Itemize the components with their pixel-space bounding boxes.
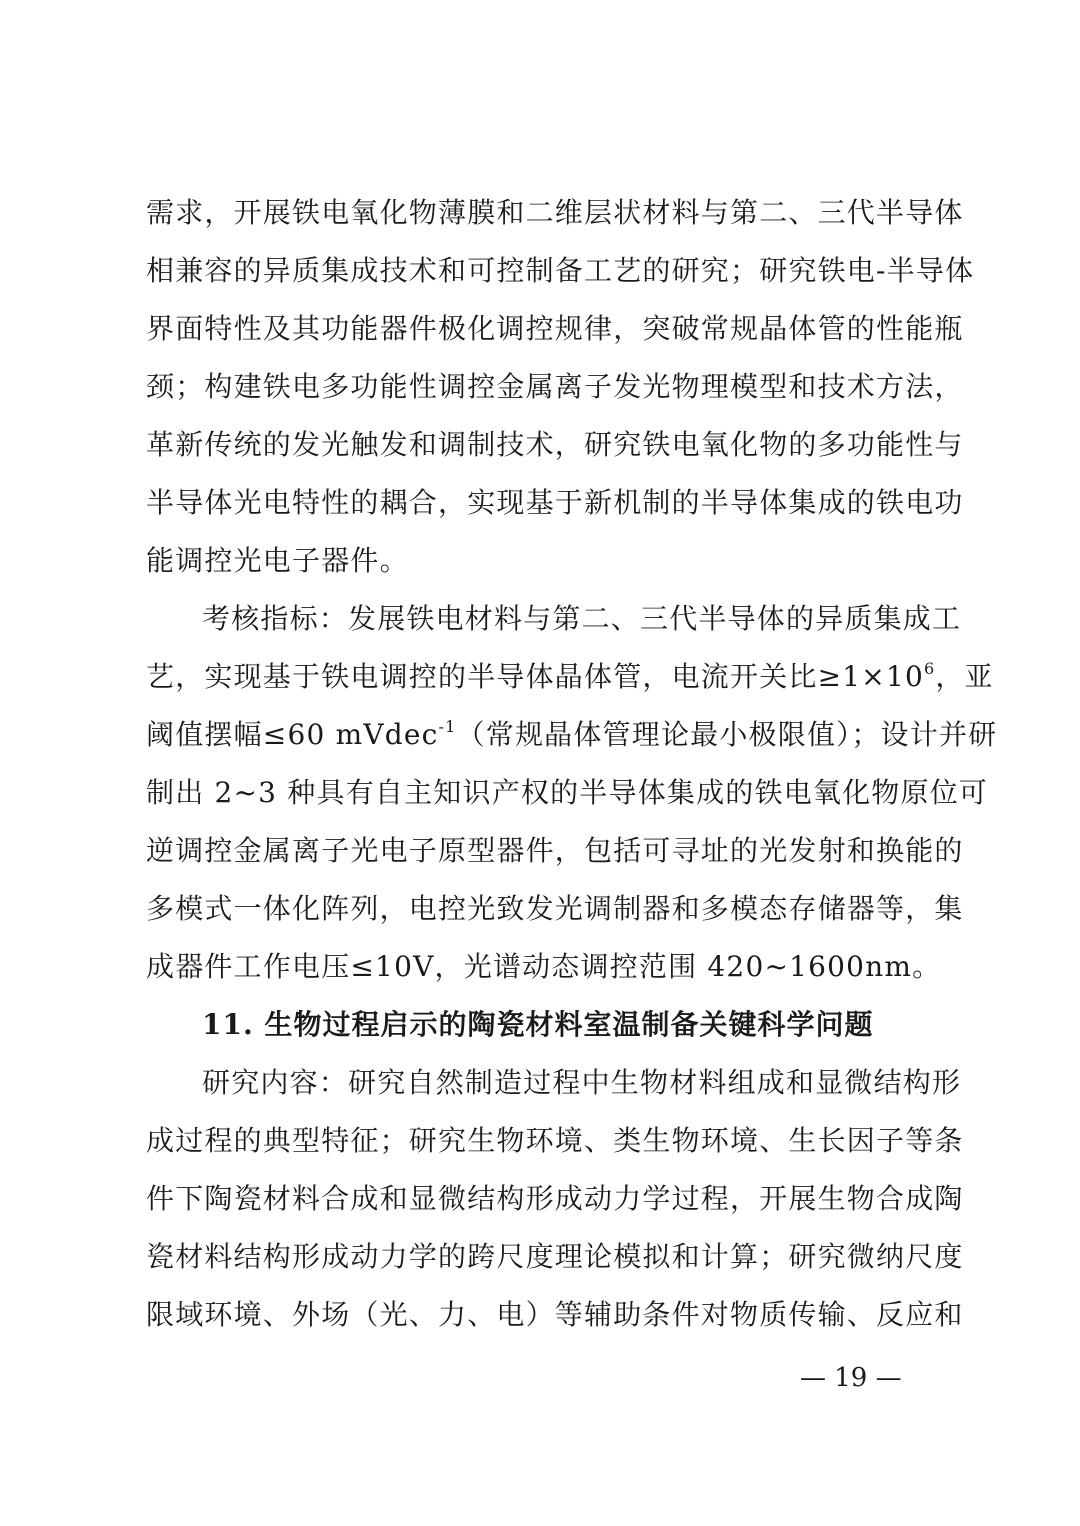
body-line: 成器件工作电压≤10V，光谱动态调控范围 420~1600nm。 — [146, 950, 942, 983]
body-line: 制出 2~3 种具有自主知识产权的半导体集成的铁电氧化物原位可 — [146, 776, 989, 809]
kpi-line-on-off-ratio — [146, 648, 994, 706]
research-paragraph-start: 研究内容：研究自然制造过程中生物材料组成和显微结构形 — [202, 1066, 962, 1099]
body-line: 革新传统的发光触发和调制技术，研究铁电氧化物的多功能性与 — [146, 428, 964, 461]
body-line: 逆调控金属离子光电子原型器件，包括可寻址的光发射和换能的 — [146, 834, 964, 867]
kpi-text: 艺，实现基于铁电调控的半导体晶体管，电流开关比≥1×10 — [146, 660, 924, 693]
kpi-text: ，亚 — [935, 660, 994, 693]
kpi-paragraph-start: 考核指标：发展铁电材料与第二、三代半导体的异质集成工 — [202, 602, 962, 635]
body-line: 瓷材料结构形成动力学的跨尺度理论模拟和计算；研究微纳尺度 — [146, 1240, 964, 1273]
body-line: 件下陶瓷材料合成和显微结构形成动力学过程，开展生物合成陶 — [146, 1182, 964, 1215]
body-line: 半导体光电特性的耦合，实现基于新机制的半导体集成的铁电功 — [146, 486, 964, 519]
body-line: 颈；构建铁电多功能性调控金属离子发光物理模型和技术方法， — [146, 370, 964, 403]
section-heading: 11. 生物过程启示的陶瓷材料室温制备关键科学问题 — [202, 1008, 874, 1041]
body-line: 需求，开展铁电氧化物薄膜和二维层状材料与第二、三代半导体 — [146, 196, 964, 229]
body-line: 相兼容的异质集成技术和可控制备工艺的研究；研究铁电-半导体 — [146, 254, 975, 287]
body-line: 界面特性及其功能器件极化调控规律，突破常规晶体管的性能瓶 — [146, 312, 964, 345]
body-line: 成过程的典型特征；研究生物环境、类生物环境、生长因子等条 — [146, 1124, 964, 1157]
kpi-text: 阈值摆幅≤60 mVdec — [146, 718, 439, 751]
page-number: — 19 — — [800, 1363, 902, 1393]
body-line: 能调控光电子器件。 — [146, 544, 409, 577]
superscript: -1 — [438, 716, 457, 736]
superscript: 6 — [923, 658, 936, 678]
kpi-text: （常规晶体管理论最小极限值）；设计并研 — [456, 718, 998, 751]
body-line: 限域环境、外场（光、力、电）等辅助条件对物质传输、反应和 — [146, 1298, 964, 1331]
document-body — [146, 184, 998, 1344]
body-line: 多模式一体化阵列，电控光致发光调制器和多模态存储器等，集 — [146, 892, 964, 925]
kpi-line-subthreshold — [146, 706, 998, 764]
